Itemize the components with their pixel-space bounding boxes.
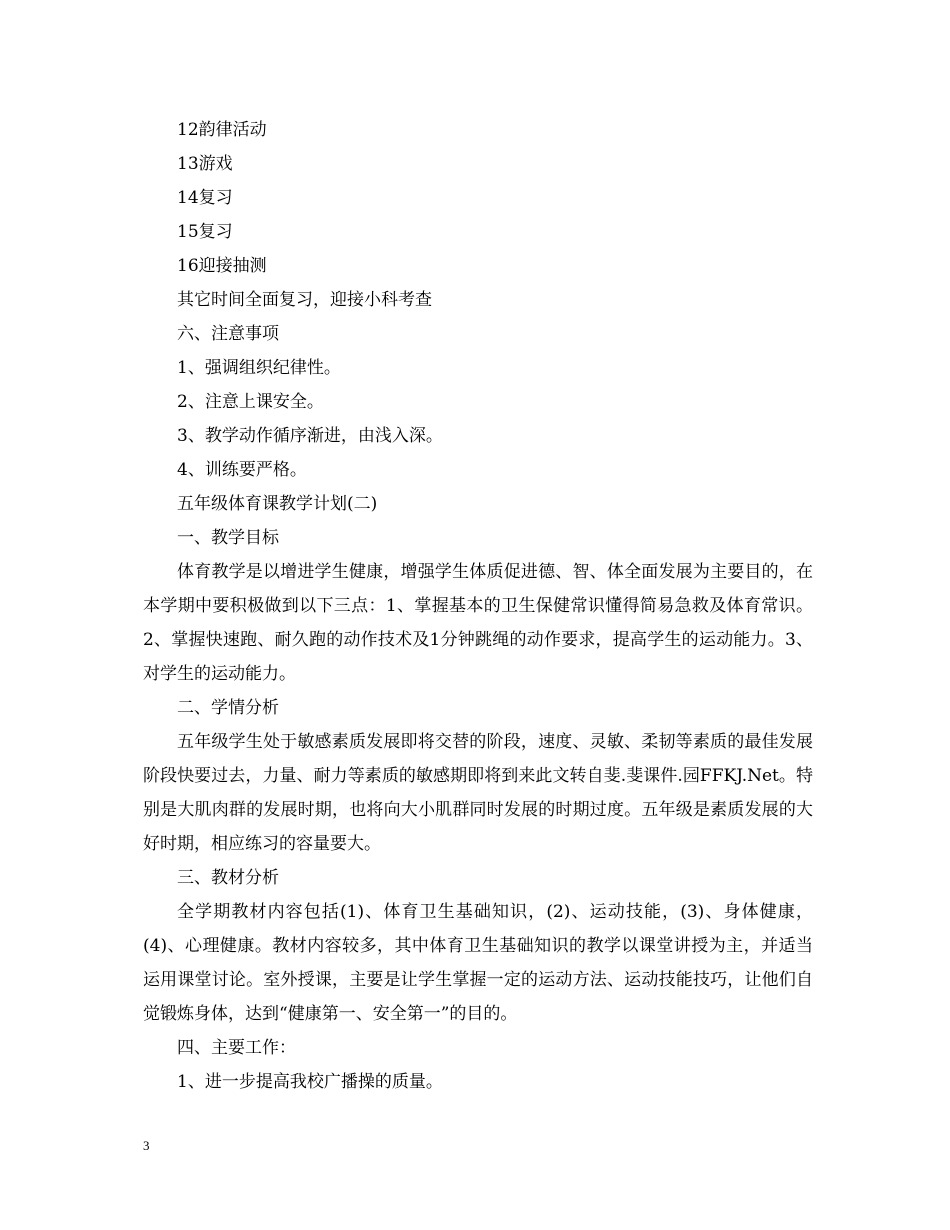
schedule-item-13: 13游戏 (177, 154, 233, 174)
document-subtitle: 五年级体育课教学计划(二) (177, 494, 378, 514)
section-heading-work: 四、主要工作： (177, 1038, 296, 1058)
schedule-item-12: 12韵律活动 (177, 120, 267, 140)
schedule-item-14: 14复习 (177, 188, 233, 208)
section-heading-materials: 三、教材分析 (177, 868, 279, 888)
work-item-1: 1、进一步提高我校广播操的质量。 (177, 1072, 443, 1092)
paragraph-goals: 体育教学是以增进学生健康，增强学生体质促进德、智、体全面发展为主要目的，在本学期中要积极做到以下三点：1、掌握基本的卫生保健常识懂得简易急救及体育常识。2、掌握快速跑、耐久跑的动作技术及1分钟跳绳的动作要求，提高学生的运动能力。3、对学生的运动能力。 (143, 562, 813, 684)
paragraph-materials: 全学期教材内容包括(1)、体育卫生基础知识，(2)、运动技能，(3)、身体健康，(4)、心理健康。教材内容较多，其中体育卫生基础知识的教学以课堂讲授为主，并适当运用课堂讨论。室外授课，主要是让学生掌握一定的运动方法、运动技能技巧，让他们自觉锻炼身体，达到“健康第一、安全第一”的目的。 (143, 902, 813, 1024)
document-body (143, 113, 813, 1099)
schedule-item-15: 15复习 (177, 222, 233, 242)
paragraph-analysis: 五年级学生处于敏感素质发展即将交替的阶段，速度、灵敏、柔韧等素质的最佳发展阶段快要过去，力量、耐力等素质的敏感期即将到来此文转自斐.斐课件.园FFKJ.Net。特别是大肌肉群的发展时期，也将向大小肌群同时发展的时期过度。五年级是素质发展的大好时期，相应练习的容量要大。 (143, 732, 813, 854)
page-number: 3 (143, 1138, 150, 1153)
note-item-1: 1、强调组织纪律性。 (177, 358, 341, 378)
section-heading-analysis: 二、学情分析 (177, 698, 279, 718)
section-heading-goals: 一、教学目标 (177, 528, 279, 548)
note-item-4: 4、训练要严格。 (177, 460, 307, 480)
note-item-3: 3、教学动作循序渐进，由浅入深。 (177, 426, 443, 446)
section-heading-notes: 六、注意事项 (177, 324, 279, 344)
schedule-note: 其它时间全面复习，迎接小科考查 (177, 290, 432, 310)
note-item-2: 2、注意上课安全。 (177, 392, 324, 412)
schedule-item-16: 16迎接抽测 (177, 256, 267, 276)
